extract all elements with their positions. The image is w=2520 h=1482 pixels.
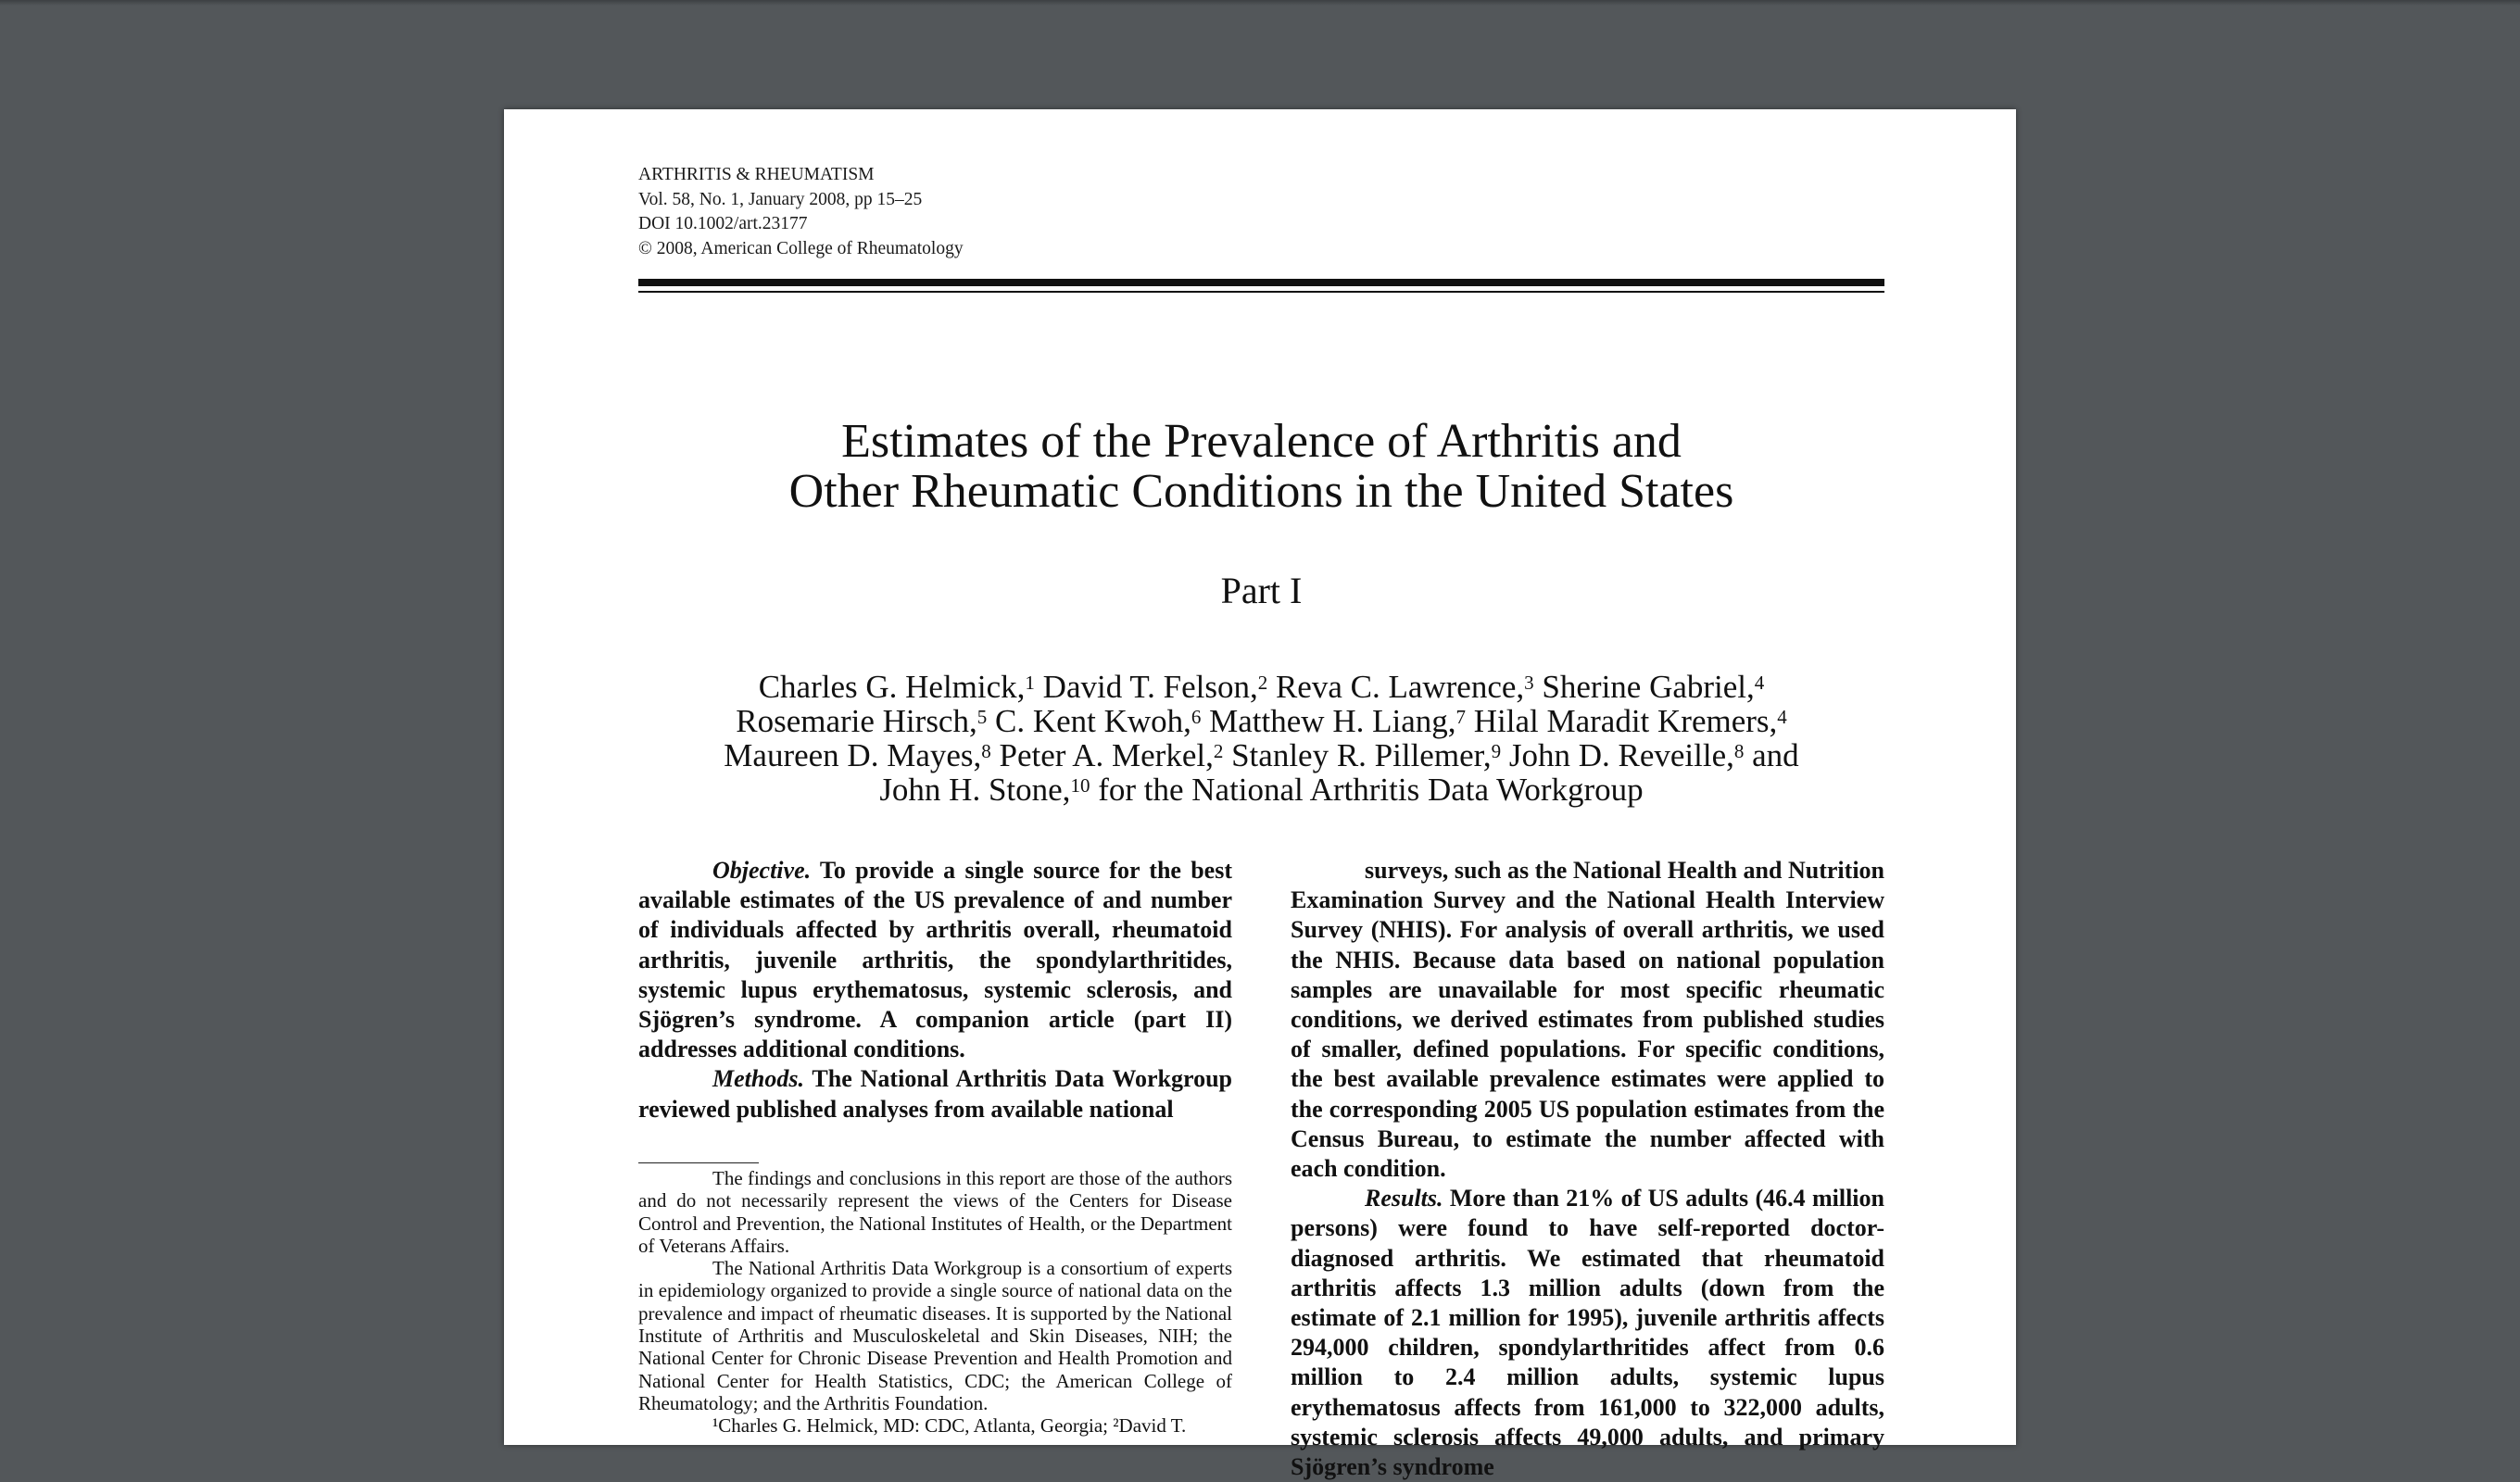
pdf-page <box>504 109 2016 1481</box>
author-affiliation: 6 <box>1191 706 1202 728</box>
header-rule-thin <box>638 291 1884 293</box>
author-name: Stanley R. Pillemer, <box>1231 737 1492 773</box>
author-affiliation: 7 <box>1455 706 1466 728</box>
article-title <box>638 417 1884 517</box>
author-name: Peter A. Merkel, <box>999 737 1214 773</box>
results-label: Results. <box>1365 1185 1443 1212</box>
footnote-disclaimer: The findings and conclusions in this report are those of the authors and do not necessarily represent the views of the Centers for Disease Control and Prevention, the National Institutes of Health, or the Department of Veterans Affairs. <box>638 1167 1232 1257</box>
author-name: Maureen D. Mayes, <box>724 737 982 773</box>
author-affiliation: 2 <box>1213 740 1224 762</box>
author-affiliation: 8 <box>981 740 991 762</box>
journal-copyright: © 2008, American College of Rheumatology <box>638 238 964 258</box>
authors-and: and <box>1752 737 1799 773</box>
article-part: Part I <box>1220 570 1303 611</box>
footnotes <box>638 1167 1232 1438</box>
abstract-right-column <box>1291 856 1884 1482</box>
author-name: Hilal Maradit Kremers, <box>1473 703 1778 739</box>
author-name: John H. Stone, <box>879 772 1071 808</box>
author-affiliation: 3 <box>1524 672 1534 694</box>
footnote-rule <box>638 1162 759 1163</box>
author-affiliation: 4 <box>1777 706 1787 728</box>
author-affiliation: 10 <box>1070 774 1090 797</box>
header-rule-thick <box>638 279 1884 286</box>
abstract-results <box>1291 1184 1884 1482</box>
authors-suffix: for the National Arthritis Data Workgroup <box>1098 772 1644 808</box>
journal-name: ARTHRITIS & RHEUMATISM <box>638 165 875 184</box>
author-list <box>638 670 1884 807</box>
abstract-methods <box>638 1064 1232 1124</box>
author-name: David T. Felson, <box>1042 669 1258 705</box>
methods-label: Methods. <box>712 1065 804 1093</box>
footnote-affiliations: ¹Charles G. Helmick, MD: CDC, Atlanta, Georgia; ²David T. <box>712 1414 1187 1438</box>
abstract-objective <box>638 856 1232 1064</box>
methods-text: The National Arthritis Data Workgroup reviewed published analyses from available national <box>638 1065 1232 1123</box>
author-name: Matthew H. Liang, <box>1209 703 1456 739</box>
author-affiliation: 2 <box>1257 672 1268 694</box>
author-affiliation: 8 <box>1733 740 1745 762</box>
article-title-line-2: Other Rheumatic Conditions in the United States <box>788 465 1734 518</box>
abstract-methods-continued: surveys, such as the National Health and Nutrition Examination Survey and the National Health Interview Survey (NHIS). For analysis of overall arthritis, we used the NHIS. Because data based on national population samples are unavailable for most specific rheumatic conditions, we derived estimates from published studies of smaller, defined populations. For specific conditions, the best available prevalence estimates were applied to the corresponding 2005 US population estimates from the Census Bureau, to estimate the number affected with each condition. <box>1291 857 1884 1183</box>
abstract-left-column <box>638 856 1232 1124</box>
viewer-top-shadow <box>0 0 2520 6</box>
journal-volume: Vol. 58, No. 1, January 2008, pp 15–25 <box>638 189 923 209</box>
author-name: Reva C. Lawrence, <box>1275 669 1525 705</box>
author-name: Rosemarie Hirsch, <box>736 703 977 739</box>
journal-header <box>638 163 1884 261</box>
author-name: Charles G. Helmick, <box>758 669 1026 705</box>
article-title-line-1: Estimates of the Prevalence of Arthritis and <box>841 415 1682 468</box>
author-affiliation: 4 <box>1754 672 1765 694</box>
author-name: John D. Reveille, <box>1508 737 1734 773</box>
objective-label: Objective. <box>712 857 812 884</box>
journal-doi: DOI 10.1002/art.23177 <box>638 214 808 233</box>
author-affiliation: 5 <box>976 706 988 728</box>
footnote-workgroup: The National Arthritis Data Workgroup is a consortium of experts in epidemiology organized to provide a single source of national data on the prevalence and impact of rheumatic diseases. It is supported by the National Institute of Arthritis and Musculoskeletal and Skin Diseases, NIH; the National Center for Chronic Disease Prevention and Health Promotion and National Center for Health Statistics, CDC; the American College of Rheumatology; and the Arthritis Foundation. <box>638 1257 1232 1414</box>
author-name: C. Kent Kwoh, <box>994 703 1191 739</box>
objective-text: To provide a single source for the best available estimates of the US prevalence of and number of individuals affected by arthritis overall, rheumatoid arthritis, juvenile arthritis, the spondylarthritides, systemic lupus erythematosus, systemic sclerosis, and Sjögren’s syndrome. A companion article (part II) addresses additional conditions. <box>638 857 1233 1063</box>
author-affiliation: 1 <box>1025 672 1035 694</box>
author-affiliation: 9 <box>1491 740 1502 762</box>
author-name: Sherine Gabriel, <box>1542 669 1755 705</box>
results-text: More than 21% of US adults (46.4 million persons) were found to have self-reported doctor-diagnosed arthritis. We estimated that rheumatoid arthritis affects 1.3 million adults (down from the estimate of 2.1 million for 1995), juvenile arthritis affects 294,000 children, spondylarthritides affect from 0.6 million to 2.4 million adults, systemic lupus erythematosus affects from 161,000 to 322,000 adults, systemic sclerosis affects 49,000 adults, and primary Sjögren’s syndrome <box>1291 1185 1884 1481</box>
